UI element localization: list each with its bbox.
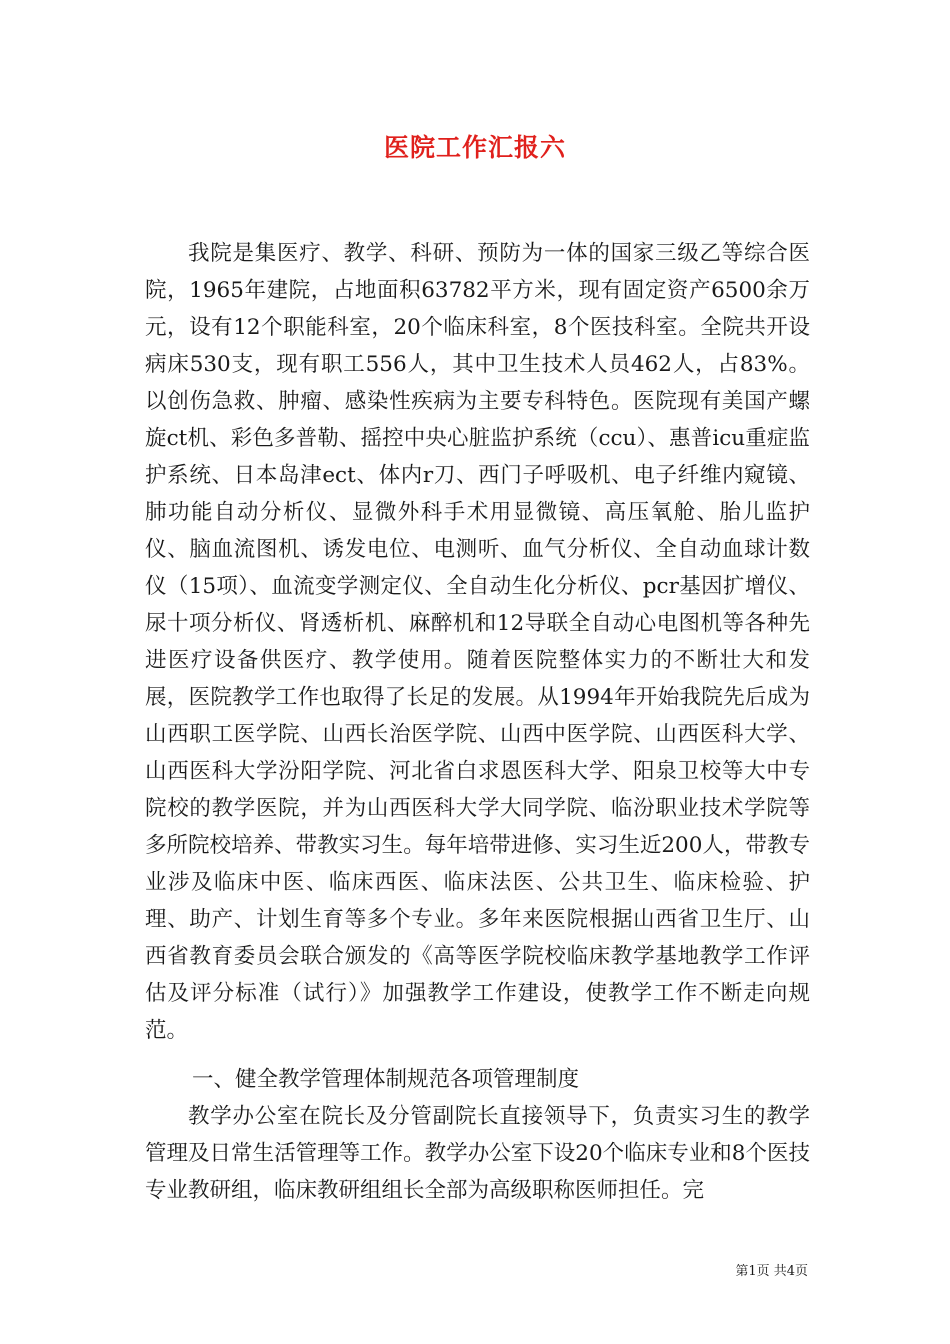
section-heading-1: 一、健全教学管理体制规范各项管理制度 — [192, 1067, 580, 1092]
document-title: 医院工作汇报六 — [383, 133, 566, 162]
paragraph-intro: 我院是集医疗、教学、科研、预防为一体的国家三级乙等综合医院，1965年建院，占地面积63782平方米，现有固定资产6500余万元，设有12个职能科室，20个临床科室，8个医技科室。全院共开设病床530支，现有职工556人，其中卫生技术人员462人，占83%。以创伤急救、肿瘤、感染性疾病为主要专科特色。医院现有美国产螺旋ct机、彩色多普勒、摇控中央心脏监护系统（ccu）、惠普icu重症监护系统、日本岛津ect、体内r刀、西门子呼吸机、电子纤维内窥镜、肺功能自动分析仪、显微外科手术用显微镜、高压氧舱、胎儿监护仪、脑血流图机、诱发电位、电测听、血气分析仪、全自动血球计数仪（15项）、血流变学测定仪、全自动生化分析仪、pcr基因扩增仪、尿十项分析仪、肾透析机、麻醉机和12导联全自动心电图机等各种先进医疗设备供医疗、教学使用。随着医院整体实力的不断壮大和发展，医院教学工作也取得了长足的发展。从1994年开始我院先后成为山西职工医学院、山西长治医学院、山西中医学院、山西医科大学、山西医科大学汾阳学院、河北省白求恩医科大学、阳泉卫校等大中专院校的教学医院，并为山西医科大学大同学院、临汾职业技术学院等多所院校培养、带教实习生。每年培带进修、实习生近200人，带教专业涉及临床中医、临床西医、临床法医、公共卫生、临床检验、护理、助产、计划生育等多个专业。多年来医院根据山西省卫生厅、山西省教育委员会联合颁发的《高等医学院校临床教学基地教学工作评估及评分标准（试行）》加强教学工作建设，使教学工作不断走向规范。 — [145, 241, 810, 1043]
page-number: 第1页 共4页 — [735, 1264, 808, 1279]
paragraph-teaching-office: 教学办公室在院长及分管副院长直接领导下，负责实习生的教学管理及日常生活管理等工作。教学办公室下设20个临床专业和8个医技专业教研组，临床教研组组长全部为高级职称医师担任。完 — [145, 1104, 810, 1203]
